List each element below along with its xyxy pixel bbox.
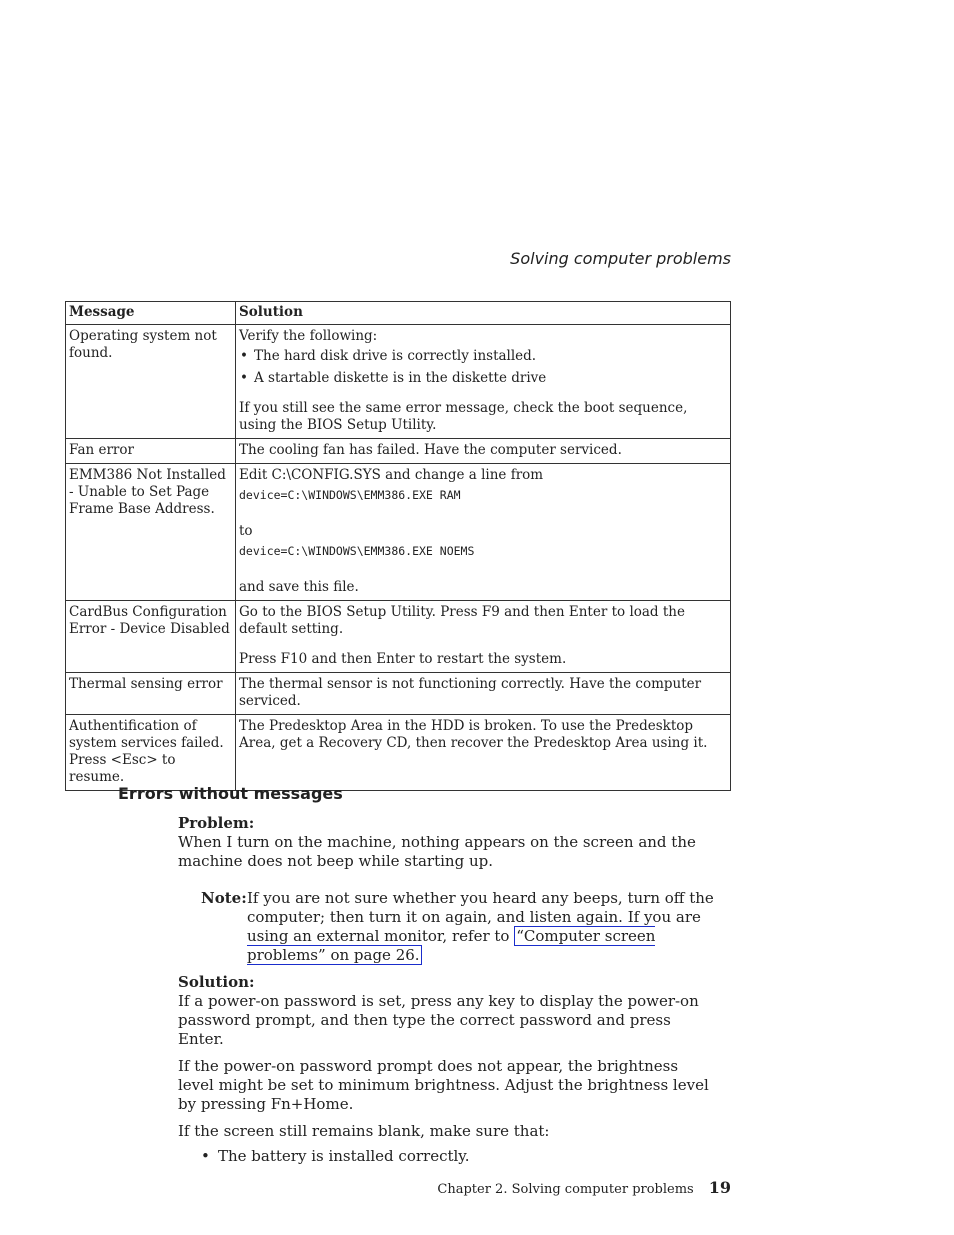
bullet-marker: • <box>201 1147 210 1165</box>
note-text <box>247 889 718 965</box>
section-body <box>178 814 718 1166</box>
solution-cell: The Predesktop Area in the HDD is broken. To use the Predesktop Area, get a Recovery CD, then recover the Predesktop Area using it. <box>236 715 731 791</box>
message-cell: CardBus Configuration Error - Device Disabled <box>66 601 236 673</box>
list-item <box>201 1147 718 1166</box>
solution-cell: The cooling fan has failed. Have the computer serviced. <box>236 439 731 464</box>
table-row <box>66 601 731 673</box>
table-row <box>66 673 731 715</box>
note-body: If you are not sure whether you heard any beeps, turn off the computer; then turn it on again, and listen again. If you are using an external monitor, refer to <box>247 889 714 945</box>
table-row <box>66 464 731 601</box>
footer-chapter: Chapter 2. Solving computer problems <box>437 1182 694 1197</box>
list-item-text: The battery is installed correctly. <box>218 1147 470 1165</box>
note-block <box>201 889 718 965</box>
problem-text: When I turn on the machine, nothing appears on the screen and the machine does not beep while starting up. <box>178 833 696 870</box>
message-cell: Operating system not found. <box>66 325 236 439</box>
col-header-message: Message <box>66 302 236 325</box>
message-cell: Authentification of system services failed. Press <Esc> to resume. <box>66 715 236 791</box>
problem-label: Problem: <box>178 814 255 832</box>
list-item: • A startable diskette is in the diskette drive <box>239 370 727 387</box>
solution-label: Solution: <box>178 973 255 991</box>
solution-mid: to <box>239 523 253 539</box>
solution-paragraph: If the power-on password prompt does not appear, the brightness level might be set to minimum brightness. Adjust the brightness level by pressing Fn+Home. <box>178 1057 709 1113</box>
table-row <box>66 439 731 464</box>
solution-intro: Edit C:\CONFIG.SYS and change a line from <box>239 467 544 483</box>
solution-cell <box>236 464 731 601</box>
table-row <box>66 325 731 439</box>
message-cell: EMM386 Not Installed - Unable to Set Page Frame Base Address. <box>66 464 236 601</box>
solution-outro: and save this file. <box>239 579 359 595</box>
running-head: Solving computer problems <box>510 249 731 268</box>
table-header-row <box>66 302 731 325</box>
col-header-solution: Solution <box>236 302 731 325</box>
message-cell: Thermal sensing error <box>66 673 236 715</box>
solution-cell: The thermal sensor is not functioning correctly. Have the computer serviced. <box>236 673 731 715</box>
section-title: Errors without messages <box>118 784 343 803</box>
list-item: • The hard disk drive is correctly installed. <box>239 348 727 365</box>
message-cell: Fan error <box>66 439 236 464</box>
solution-paragraph: If a power-on password is set, press any key to display the power-on password prompt, and then type the correct password and press Enter. <box>178 992 699 1048</box>
solution-paragraph: Press F10 and then Enter to restart the system. <box>239 651 567 667</box>
solution-paragraph: Go to the BIOS Setup Utility. Press F9 and then Enter to load the default setting. <box>239 604 685 637</box>
error-message-table <box>65 301 731 791</box>
solution-cell <box>236 601 731 673</box>
solution-bullet-list <box>239 348 727 387</box>
page-footer <box>0 1178 731 1197</box>
code-line-to: device=C:\WINDOWS\EMM386.EXE NOEMS <box>239 544 475 558</box>
code-line-from: device=C:\WINDOWS\EMM386.EXE RAM <box>239 488 461 502</box>
solution-cell <box>236 325 731 439</box>
table-row <box>66 715 731 791</box>
solution-paragraph: If the screen still remains blank, make sure that: <box>178 1122 550 1140</box>
solution-outro: If you still see the same error message, check the boot sequence, using the BIOS Setup Utility. <box>239 400 688 433</box>
page-number: 19 <box>708 1178 731 1197</box>
cross-reference-link[interactable]: “Computer screen problems” on page 26. <box>247 927 656 964</box>
solution-intro: Verify the following: <box>239 328 378 344</box>
note-label: Note: <box>201 889 247 907</box>
